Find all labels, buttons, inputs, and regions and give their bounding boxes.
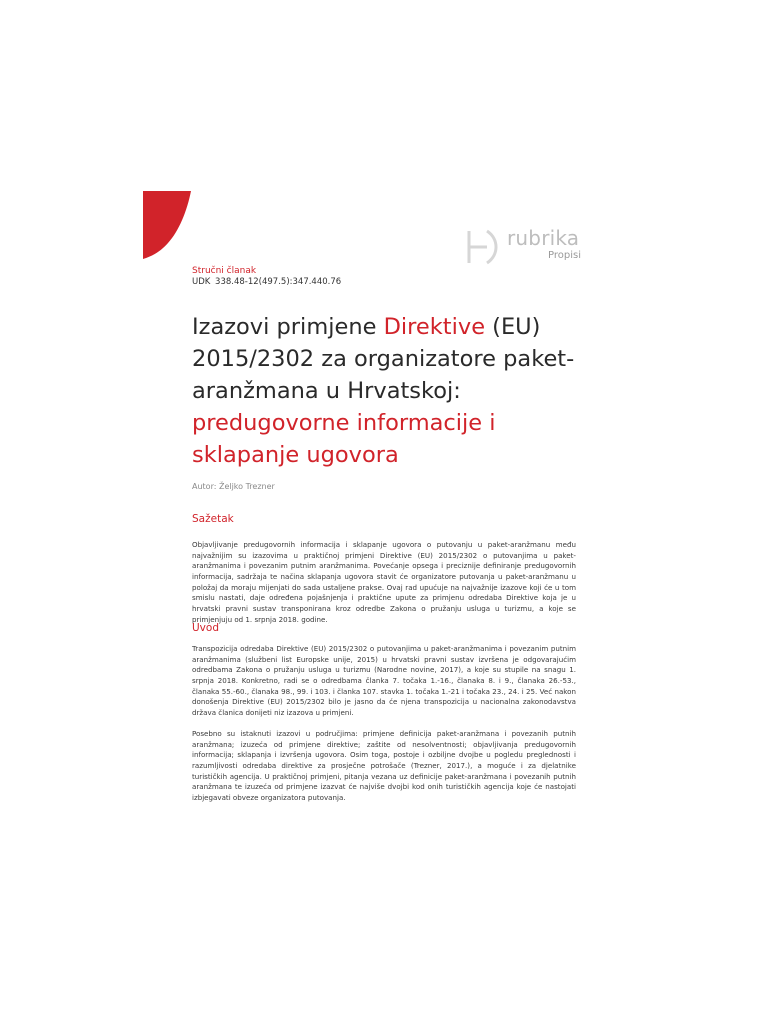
udk-code: UDK 338.48-12(497.5):347.440.76 [192, 277, 342, 287]
rubrika-sublabel: Propisi [548, 250, 581, 261]
intro-heading: Uvod [192, 622, 219, 634]
title-part-2: Direktive [383, 314, 486, 340]
summary-paragraph: Objavljivanje predugovornih informacija i sklapanje ugovora o putovanju u paket-aranžmanu među najvažnijim su izazovima u praktičnoj primjeni Direktive (EU) 2015/2302 o putovanjima u paket-aranžmanima i povezanim putnim aranžmanima. Povećanje opsega i preciznije definiranje predugovornih informacija, sadržaja te načina sklapanja ugovora stavit će organizatore putovanja u paket-aranžmanu u položaj da moraju mijenjati do sada ustaljene prakse. Ovaj rad upućuje na najvažnije izazove koji će u tom smislu nastati, daje određena pojašnjenja i praktične upute za primjenu odredaba Direktive koja je u hrvatski pravni sustav transponirana kroz odredbe Zakona o pružanju usluga u turizmu, a koje se primjenjuju od 1. srpnja 2018. godine. [192, 540, 576, 624]
title-part-3: (EU) 2015/2302 za organizatore paket-aranžmana u Hrvatskoj: [192, 314, 575, 404]
title-part-1: Izazovi primjene [192, 314, 384, 340]
author-line: Autor: Željko Trezner [192, 482, 275, 491]
rubrika-label: rubrika [507, 226, 580, 250]
title-part-4: predugovorne informacije i sklapanje ugovora [192, 410, 496, 468]
intro-paragraph-2: Posebno su istaknuti izazovi u područjima: primjene definicija paket-aranžmana i povezanih putnih aranžmana; izuzeća od primjene direktive; zaštite od nesolventnosti; objavljivanja predugovornih informacija; sklapanja i izvršenja ugovora. Osim toga, postoje i ozbiljne dvojbe u pogledu preglednosti i razumljivosti odredaba direktive za prosječne potrošače (Trezner, 2017.), a moguće i za djelatnike turističkih agencija. U praktičnoj primjeni, pitanja vezana uz definicije paket-aranžmana i povezanih putnih aranžmana te izuzeća od primjene izazvat će najviše dvojbi kod onih turističkih agencija koje će nastojati izbjegavati obveze organizatora putovanja. [192, 729, 576, 802]
article-type: Stručni članak [192, 266, 257, 276]
intro-paragraph-1: Transpozicija odredaba Direktive (EU) 2015/2302 o putovanjima u paket-aranžmanima i povezanim putnim aranžmanima (službeni list Europske unije, 2015) u hrvatski pravni sustav izvršena je odgovarajućim odredbama Zakona o pružanju usluga u turizmu (Narodne novine, 2017), a koje su stupile na snagu 1. srpnja 2018. Konkretno, radi se o odredbama članka 7. točaka 1.-16., članaka 8. i 9., članaka 26.-53., članaka 55.-60., članaka 98., 99. i 103. i članka 107. stavka 1. točaka 1.-21 i točaka 23., 24. i 25. Već nakon donošenja Direktive (EU) 2015/2302 bilo je jasno da će njena transpozicija u nacionalna zakonodavstva država članica donijeti niz izazova u primjeni. [192, 644, 576, 717]
red-corner-tab [143, 191, 191, 259]
summary-heading: Sažetak [192, 513, 234, 525]
article-title [192, 311, 592, 471]
